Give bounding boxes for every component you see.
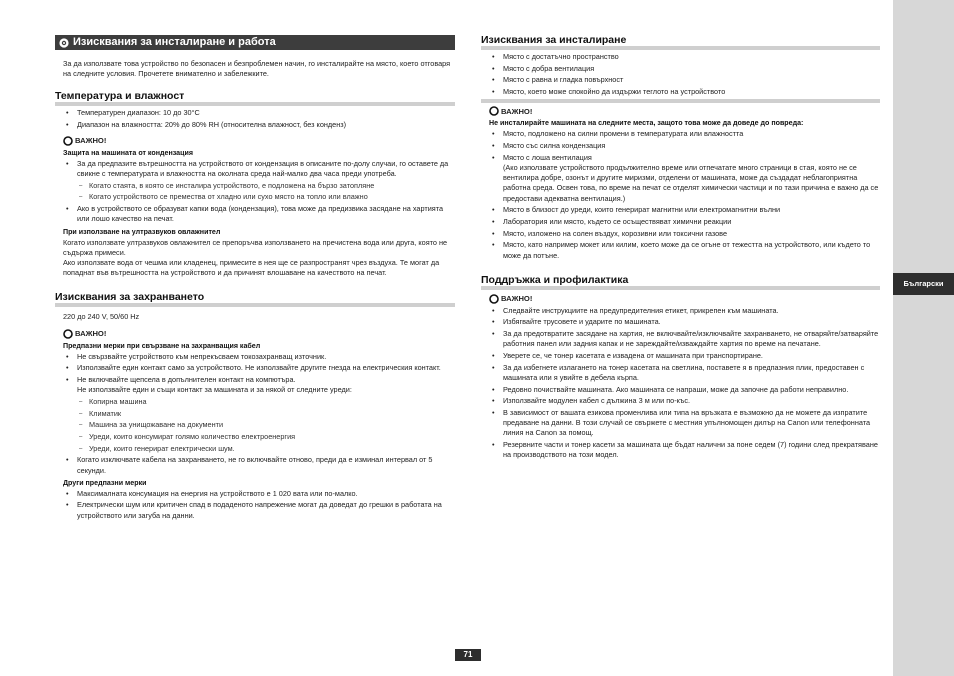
- list-item-text: Не използвайте един и същи контакт за машината и за някой от следните уреди:: [77, 385, 352, 395]
- sub-list-item: – Уреди, които генерират електрически шум.: [77, 444, 455, 454]
- list-item: • Използвайте модулен кабел с дължина 3 м или по-къс.: [489, 396, 880, 406]
- important-label: ВАЖНО!: [75, 329, 107, 339]
- maintenance-list: [489, 306, 880, 461]
- important-label: ВАЖНО!: [501, 294, 533, 304]
- right-column: [481, 35, 880, 461]
- precautions-heading: Предпазни мерки при свързване на захранващия кабел: [63, 341, 261, 350]
- heading-temperature: Температура и влажност: [55, 91, 455, 106]
- page-number: 71: [455, 649, 481, 661]
- other-precautions-heading: Други предпазни мерки: [63, 478, 147, 487]
- voltage-text: 220 до 240 V, 50/60 Hz: [63, 312, 140, 322]
- list-item: • Място с достатъчно пространство: [489, 52, 880, 62]
- list-item: • Място с равна и гладка повърхност: [489, 75, 880, 85]
- sub-list-item: – Машина за унищожаване на документи: [77, 420, 455, 430]
- list-item: • Диапазон на влажността: 20% до 80% RH (относителна влажност, без конденз): [63, 120, 455, 130]
- list-item-text: За да предпазите вътрешността на устройството от кондензация в описаните по-долу случаи, го оставете да свикне с температурата и влажността на околната среда най-малко два часа преди употреба.: [77, 158, 449, 179]
- list-item: • Избягвайте трусовете и ударите по машината.: [489, 317, 880, 327]
- list-item-text: Не включвайте щепсела в допълнителен контакт на компютъра.: [77, 374, 296, 384]
- ventilation-note: (Ако използвате устройството продължително време или отпечатате много страници в стая, която не се вентилира добре, озонът и другите миризми, отделени от машината, може да създадат неблагоприятна работна среда. Освен това, по време на печат се отделят химически частици и по тази причина е важно да се предостави адекватна вентилация.): [503, 162, 879, 203]
- list-item: • Следвайте инструкциите на предупредителния етикет, прикрепен към машината.: [489, 306, 880, 316]
- list-item: • Място, изложено на солен въздух, корозивни или токсични газове: [489, 229, 880, 239]
- list-item: [489, 153, 880, 204]
- left-column: [55, 35, 455, 521]
- important-icon: [489, 106, 499, 116]
- heading-maintenance: Поддръжка и профилактика: [481, 275, 880, 290]
- list-item: • Максималната консумация на енергия на устройството е 1 020 вата или по-малко.: [63, 489, 455, 499]
- divider: [481, 99, 880, 103]
- humidifier-text: Когато използвате ултразвуков овлажнител се препоръчва използването на пречистена вода или друга, която не съдържа примеси.: [63, 237, 448, 257]
- sub-list-item: – Когато стаята, в която се инсталира устройството, е подложена на бързо затопляне: [77, 181, 455, 191]
- list-item: • Когато изключвате кабела на захранването, не го включвайте отново, преди да е изминал интервал от 5 секунди.: [63, 455, 455, 475]
- sub-list: [77, 181, 455, 203]
- sub-list-item: – Уреди, които консумират голямо количество електроенергия: [77, 432, 455, 442]
- important-icon: [63, 136, 73, 146]
- important-note: [489, 294, 880, 304]
- list-item: • Лаборатория или място, където се осъществяват химични реакции: [489, 217, 880, 227]
- list-item: • За да предотвратите засядане на хартия, не включвайте/изключвайте захранването, не отваряйте/затваряйте работния панел или задния капак и не зареждайте/изваждайте хартия по време на печатане.: [489, 329, 880, 349]
- list-item: • Място с добра вентилация: [489, 64, 880, 74]
- heading-installation: Изисквания за инсталиране: [481, 35, 880, 50]
- humidifier-heading: При използване на ултразвуков овлажнител: [63, 227, 221, 236]
- list-item: [63, 159, 455, 203]
- side-strip: [893, 0, 954, 676]
- important-label: ВАЖНО!: [501, 106, 533, 116]
- list-item: • Използвайте един контакт само за устройството. Не използвайте другите гнезда на електрическия контакт.: [63, 363, 455, 373]
- list-item: • Място, подложено на силни промени в температурата или влажността: [489, 129, 880, 139]
- banner-title: Изисквания за инсталиране и работа: [73, 36, 276, 48]
- list-item: • Място в близост до уреди, които генерират магнитни или електромагнитни вълни: [489, 205, 880, 215]
- list-item: • Резервните части и тонер касети за машината ще бъдат налични за поне седем (7) години след прекратяване на производството на този модел.: [489, 440, 880, 460]
- list-item: • За да избегнете излагането на тонер касетата на светлина, поставете я в предпазния плик, предоставен с машината или я увийте в дебела кърпа.: [489, 363, 880, 383]
- list-item: • Уверете се, че тонер касетата е извадена от машината при транспортиране.: [489, 351, 880, 361]
- important-icon: [63, 329, 73, 339]
- list-item: • Температурен диапазон: 10 до 30°C: [63, 108, 455, 118]
- gear-icon: [59, 38, 69, 48]
- condensation-list: [63, 159, 455, 225]
- sub-list: [77, 397, 455, 454]
- important-note: [489, 106, 880, 116]
- humidifier-text-2: Ако използвате вода от чешма или кладенец, примесите в нея ще се разпространят чрез въздуха. Те могат да попаднат във вътрешността на устройството и да причинят влошаване на качеството на печат.: [63, 257, 440, 278]
- list-item-text: Място с лоша вентилация: [503, 152, 592, 162]
- list-item: • Ако в устройството се образуват капки вода (кондензация), това може да предизвика засядане на хартията или лошо качество на печат.: [63, 204, 455, 224]
- important-note: [63, 329, 455, 339]
- sub-list-item: – Климатик: [77, 409, 455, 419]
- list-item: • Място, като например мокет или килим, което може да се огъне от тежестта на устройството, или където то може да потъне.: [489, 240, 880, 260]
- heading-power: Изисквания за захранването: [55, 292, 455, 307]
- sub-list-item: – Копирна машина: [77, 397, 455, 407]
- list-item: • Електрически шум или критичен спад в подаденото напрежение могат да доведат до грешки в работата на устройството или загуба на данни.: [63, 500, 455, 520]
- important-icon: [489, 294, 499, 304]
- important-note: [63, 136, 455, 146]
- list-item: • Не свързвайте устройството към непрекъсваем токозахранващ източник.: [63, 352, 455, 362]
- list-item: • В зависимост от вашата езикова променлива или типа на връзката е възможно да не можете да изпратите предаване на данни. В този случай се свържете с местния упълномощен дилър на Canon или телефонната линия на Canon за помощ.: [489, 408, 880, 439]
- condensation-heading: Защита на машината от кондензация: [63, 148, 193, 157]
- language-tab: Български: [893, 273, 954, 295]
- list-item: • Редовно почиствайте машината. Ако машината се напраши, може да започне да работи неправилно.: [489, 385, 880, 395]
- list-item: [63, 375, 455, 454]
- warning-list: [489, 129, 880, 260]
- power-list: [63, 352, 455, 476]
- list-item: • Място, което може спокойно да издържи теглото на устройството: [489, 87, 880, 97]
- intro-text: За да използвате това устройство по безопасен и безпроблемен начин, го инсталирайте на място, което отговаря на следните условия. Прочетете внимателно и забележките.: [63, 59, 451, 79]
- sub-list-item: – Когато устройството се премества от хладно или сухо място на топло или влажно: [77, 192, 455, 202]
- section-banner: [55, 35, 455, 50]
- temp-list: [63, 108, 455, 130]
- important-label: ВАЖНО!: [75, 136, 107, 146]
- other-list: [63, 489, 455, 521]
- install-list: [489, 52, 880, 97]
- list-item: • Място със силна кондензация: [489, 141, 880, 151]
- warning-heading: Не инсталирайте машината на следните места, защото това може да доведе до повреда:: [489, 119, 804, 128]
